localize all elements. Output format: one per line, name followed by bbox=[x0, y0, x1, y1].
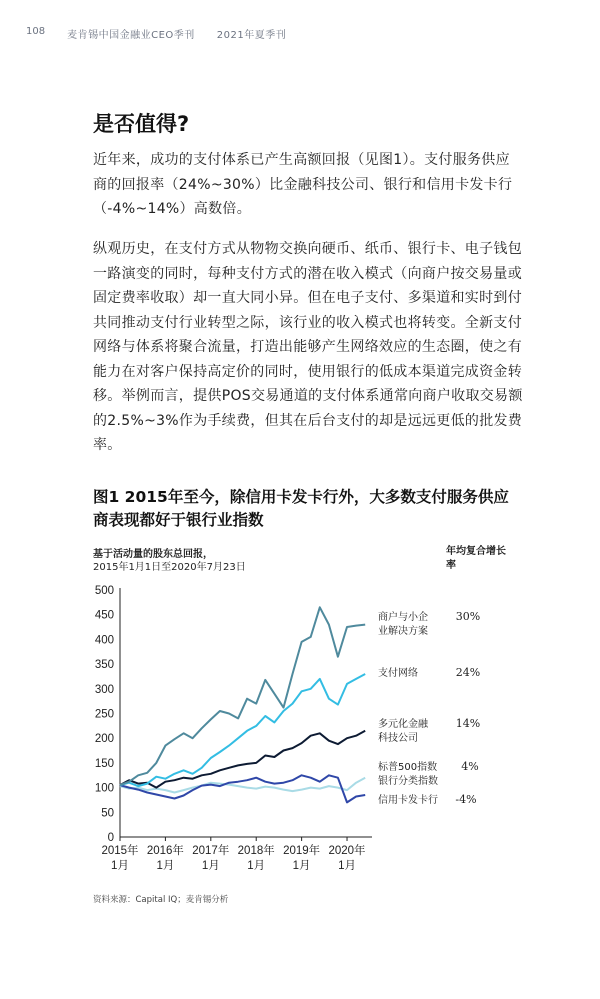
series-label: 支付网络 bbox=[378, 668, 418, 679]
series-line bbox=[120, 731, 365, 788]
y-tick-label: 200 bbox=[94, 733, 114, 746]
series-cagr: 14% bbox=[455, 717, 481, 730]
y-tick-label: 100 bbox=[94, 782, 114, 795]
section-title: 是否值得? bbox=[93, 112, 190, 136]
x-tick-label: 1月 bbox=[156, 860, 175, 872]
y-tick-label: 400 bbox=[94, 634, 114, 647]
y-tick-label: 150 bbox=[94, 757, 114, 770]
series-label: 科技公司 bbox=[378, 733, 418, 744]
figure-title: 图1 2015年至今，除信用卡发卡行外，大多数支付服务供应商表现都好于银行业指数 bbox=[93, 488, 509, 529]
x-tick-label: 2019年 bbox=[283, 845, 321, 857]
series-label: 银行分类指数 bbox=[378, 776, 438, 787]
x-tick-label: 2018年 bbox=[237, 845, 275, 857]
issue-name: 2021年夏季刊 bbox=[216, 30, 287, 41]
series-label: 信用卡发卡行 bbox=[378, 795, 438, 806]
series-label: 商户与小企 bbox=[378, 612, 428, 623]
paragraph-1: 近年来，成功的支付体系已产生高额回报（见图1）。支付服务供应商的回报率（24%~30%）比金融科技公司、银行和信用卡发卡行（-4%~14%）高数倍。 bbox=[93, 152, 513, 217]
y-tick-label: 500 bbox=[94, 585, 114, 597]
cagr-header: 年均复合增长率 bbox=[446, 546, 506, 571]
series-line bbox=[120, 778, 365, 793]
series-label: 业解决方案 bbox=[378, 626, 428, 637]
x-tick-label: 2017年 bbox=[192, 845, 230, 857]
series-cagr: 4% bbox=[461, 760, 479, 773]
page-number: 108 bbox=[26, 26, 46, 37]
y-tick-label: 0 bbox=[107, 832, 114, 844]
paragraph-2: 纵观历史，在支付方式从物物交换向硬币、纸币、银行卡、电子钱包一路演变的同时，每种支付方式的潜在收入模式（向商户按交易量或固定费率收取）却一直大同小异。但在电子支付、多渠道和实时到付共同推动支付行业转型之际，该行业的收入模式也将转变。全新支付网络与体系将聚合流量，打造出能够产生网络效应的生态圈，使之有能力在对客户保持高定价的同时，使用银行的低成本渠道完成资金转移。举例而言，提供POS交易通道的支付体系通常向商户收取交易额的2.5%~3%作为手续费，但其在后台支付的却是远远更低的批发费率。 bbox=[93, 241, 523, 453]
series-label: 标普500指数 bbox=[378, 762, 438, 773]
figure-subtitle: 基于活动量的股东总回报， bbox=[93, 549, 213, 560]
x-tick-label: 2016年 bbox=[146, 845, 184, 857]
y-tick-label: 450 bbox=[94, 609, 114, 622]
x-tick-label: 1月 bbox=[247, 860, 266, 872]
series-cagr: 30% bbox=[455, 610, 481, 623]
series-line bbox=[120, 674, 365, 786]
figure-date-range: 2015年1月1日至2020年7月23日 bbox=[93, 562, 246, 573]
publication-name: 麦肯锡中国金融业CEO季刊 bbox=[67, 30, 195, 41]
x-tick-label: 1月 bbox=[338, 860, 356, 872]
x-tick-label: 2020年 bbox=[328, 845, 366, 857]
y-tick-label: 350 bbox=[94, 659, 114, 672]
x-tick-label: 2015年 bbox=[101, 845, 139, 857]
y-tick-label: 50 bbox=[101, 807, 114, 820]
series-cagr: 24% bbox=[455, 666, 481, 679]
x-tick-label: 1月 bbox=[292, 860, 311, 872]
y-tick-label: 300 bbox=[94, 683, 114, 696]
y-tick-label: 250 bbox=[94, 708, 114, 721]
figure-source: 资料来源：Capital IQ；麦肯锡分析 bbox=[93, 895, 229, 905]
x-tick-label: 1月 bbox=[201, 860, 220, 872]
series-cagr: -4% bbox=[455, 793, 477, 806]
series-label: 多元化金融 bbox=[378, 719, 428, 730]
x-tick-label: 1月 bbox=[111, 860, 129, 872]
